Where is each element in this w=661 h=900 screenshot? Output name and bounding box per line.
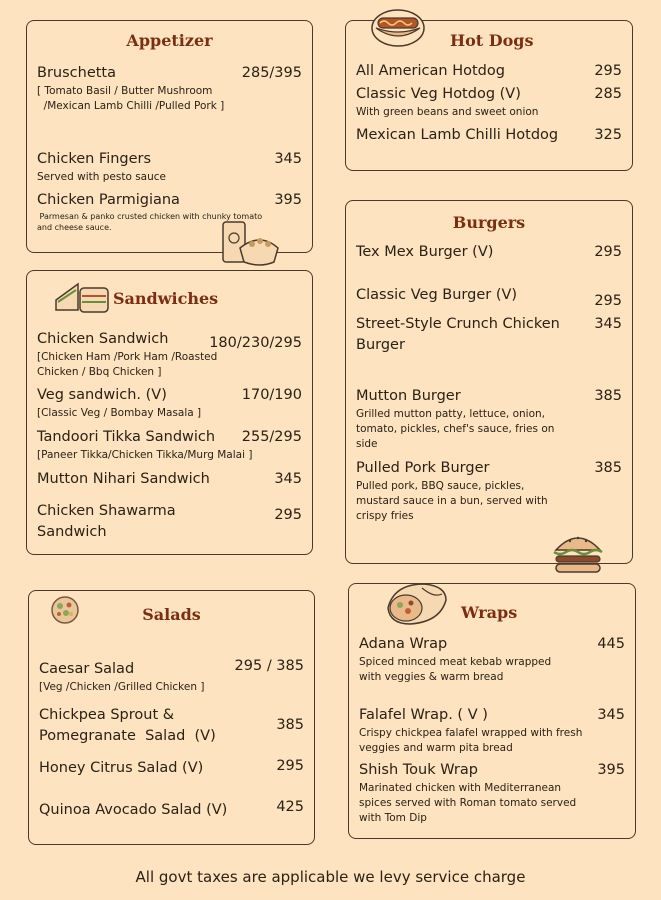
item-price: 445	[597, 636, 625, 652]
item-name: Street-Style Crunch Chicken Burger	[356, 316, 560, 353]
menu-item	[37, 385, 302, 421]
item-desc: Parmesan & panko crusted chicken with chunky tomato and cheese sauce.	[37, 212, 263, 232]
menu-item	[359, 634, 625, 685]
menu-item	[356, 61, 622, 82]
burgers-section	[345, 200, 633, 564]
item-name: Falafel Wrap. ( V )	[359, 707, 488, 723]
burger-icon	[550, 528, 606, 576]
sandwiches-title: Sandwiches	[113, 289, 219, 308]
item-price: 295	[594, 244, 622, 260]
item-desc: Crispy chickpea falafel wrapped with fresh veggies and warm pita bread	[359, 727, 583, 754]
item-price: 385	[276, 717, 304, 733]
item-name: Mexican Lamb Chilli Hotdog	[356, 127, 559, 143]
item-desc: Marinated chicken with Mediterranean spices served with Roman tomato served with Tom Dip	[359, 782, 577, 824]
item-price: 395	[274, 192, 302, 208]
item-name: Pulled Pork Burger	[356, 460, 490, 476]
tax-notice: All govt taxes are applicable we levy service charge	[135, 868, 526, 886]
item-name: Mutton Nihari Sandwich	[37, 471, 210, 487]
item-name: Chicken Shawarma Sandwich	[37, 503, 176, 540]
menu-item	[37, 469, 302, 490]
item-name: Tex Mex Burger (V)	[356, 244, 494, 260]
menu-item	[359, 705, 625, 756]
item-price: 345	[274, 471, 302, 487]
menu-item	[39, 800, 304, 821]
hotdogs-title: Hot Dogs	[450, 31, 534, 50]
item-price: 295 / 385	[234, 658, 304, 674]
item-price: 180/230/295	[209, 335, 302, 351]
menu-item	[37, 149, 302, 185]
menu-item	[356, 458, 622, 524]
menu-item	[39, 705, 304, 747]
item-desc: Served with pesto sauce	[37, 171, 166, 183]
item-name: Chicken Fingers	[37, 151, 152, 167]
item-price: 395	[597, 762, 625, 778]
item-desc: Pulled pork, BBQ sauce, pickles, mustard sauce in a bun, served with crispy fries	[356, 480, 548, 522]
menu-item	[356, 125, 622, 146]
item-price: 325	[594, 127, 622, 143]
salad-bowl-icon	[50, 595, 80, 625]
salads-title: Salads	[142, 605, 201, 624]
wraps-title: Wraps	[461, 603, 518, 622]
item-desc: With green beans and sweet onion	[356, 106, 539, 118]
item-price: 285/395	[241, 65, 302, 81]
menu-item	[356, 285, 622, 309]
item-desc: [ Tomato Basil / Butter Mushroom /Mexican Lamb Chilli /Pulled Pork ]	[37, 85, 225, 112]
item-desc: [Veg /Chicken /Grilled Chicken ]	[39, 681, 205, 693]
item-desc: Spiced minced meat kebab wrapped with veggies & warm bread	[359, 656, 552, 683]
item-name: Quinoa Avocado Salad (V)	[39, 802, 228, 818]
menu-item	[356, 314, 622, 356]
item-price: 345	[274, 151, 302, 167]
menu-item	[37, 501, 302, 543]
menu-item	[39, 758, 304, 779]
item-name: Chicken Sandwich	[37, 331, 169, 347]
item-price: 385	[594, 460, 622, 476]
item-name: Bruschetta	[37, 65, 116, 81]
salads-section	[28, 590, 315, 845]
item-name: Classic Veg Burger (V)	[356, 287, 518, 303]
item-price: 285	[594, 86, 622, 102]
sandwich-icon	[52, 280, 110, 318]
item-name: Chickpea Sprout & Pomegranate Salad (V)	[39, 707, 216, 744]
item-desc: [Chicken Ham /Pork Ham /Roasted Chicken / Bbq Chicken ]	[37, 351, 218, 378]
item-price: 170/190	[241, 387, 302, 403]
item-price: 255/295	[241, 429, 302, 445]
item-name: Tandoori Tikka Sandwich	[37, 429, 216, 445]
item-price: 425	[276, 799, 304, 815]
item-price: 385	[594, 388, 622, 404]
menu-item	[37, 63, 302, 114]
item-name: All American Hotdog	[356, 63, 505, 79]
item-price: 345	[594, 316, 622, 332]
item-name: Chicken Parmigiana	[37, 192, 180, 208]
item-desc: Grilled mutton patty, lettuce, onion, tomato, pickles, chef's sauce, fries on side	[356, 408, 555, 450]
hotdog-icon	[370, 4, 426, 48]
wrap-icon	[384, 578, 450, 628]
chips-bowl-icon	[220, 218, 282, 268]
item-price: 295	[594, 63, 622, 79]
burgers-title: Burgers	[452, 213, 526, 232]
appetizer-title: Appetizer	[126, 31, 213, 50]
item-name: Caesar Salad	[39, 661, 135, 677]
menu-item	[356, 84, 622, 120]
item-name: Veg sandwich. (V)	[37, 387, 167, 403]
menu-item	[356, 386, 622, 452]
item-name: Classic Veg Hotdog (V)	[356, 86, 521, 102]
item-name: Adana Wrap	[359, 636, 448, 652]
item-desc: [Paneer Tikka/Chicken Tikka/Murg Malai ]	[37, 449, 253, 461]
menu-item	[359, 760, 625, 826]
item-name: Mutton Burger	[356, 388, 461, 404]
item-desc: [Classic Veg / Bombay Masala ]	[37, 407, 202, 419]
menu-item	[37, 427, 302, 463]
menu-item	[37, 329, 302, 380]
menu-item	[356, 242, 622, 263]
item-name: Honey Citrus Salad (V)	[39, 760, 204, 776]
item-price: 295	[276, 758, 304, 774]
menu-item	[39, 659, 304, 695]
item-price: 345	[597, 707, 625, 723]
item-name: Shish Touk Wrap	[359, 762, 478, 778]
item-price: 295	[274, 507, 302, 523]
item-price: 295	[594, 293, 622, 309]
